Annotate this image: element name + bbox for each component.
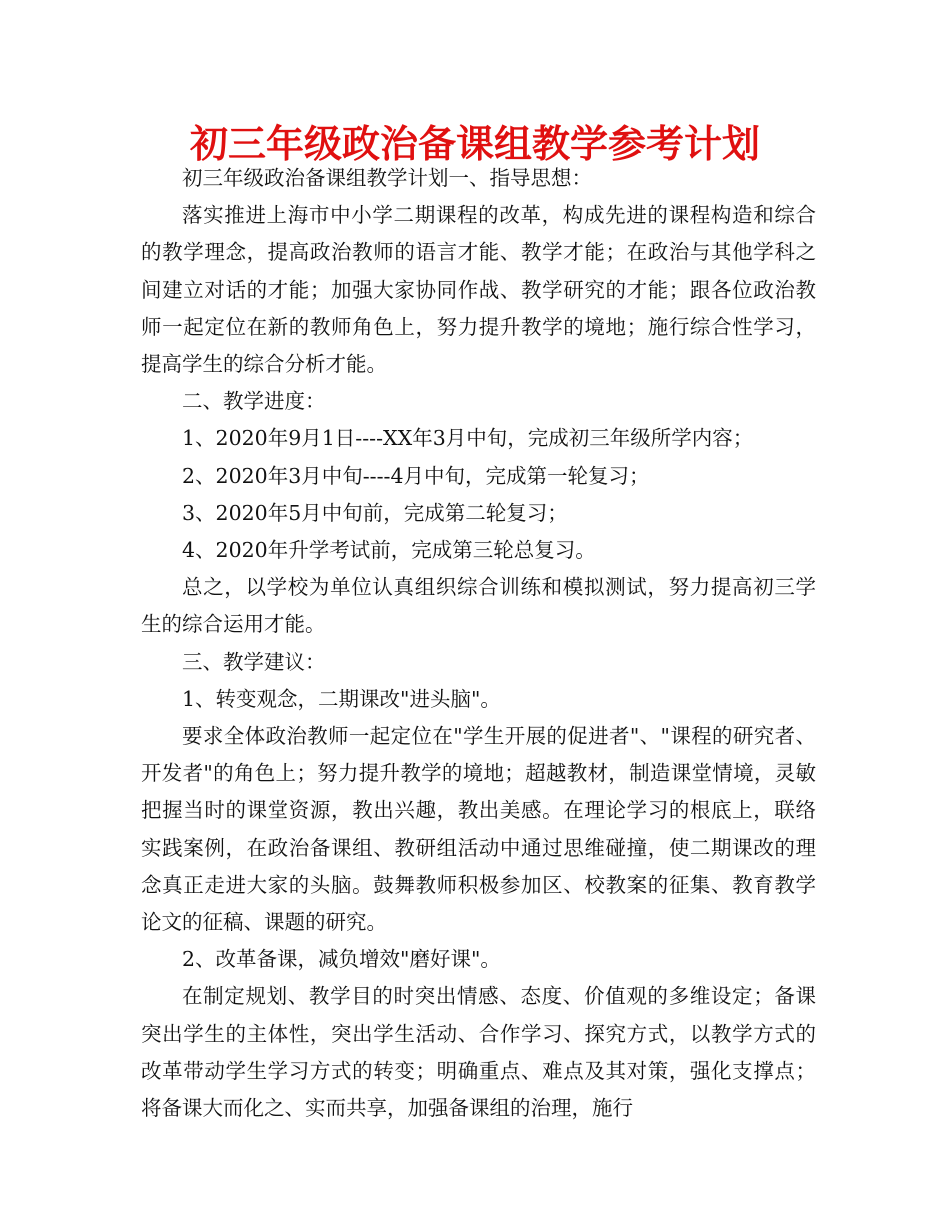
paragraph: 要求全体政治教师一起定位在"学生开展的促进者"、"课程的研究者、开发者"的角色上；努力提升教学的境地；超越教材，制造课堂情境，灵敏把握当时的课堂资源，教出兴趣，教出美感。在理论学习的根底上，联络实践案例，在政治备课组、教研组活动中通过思维碰撞，使二期课改的理念真正走进大家的头脑。鼓舞教师积极参加区、校教案的征集、教育教学论文的征稿、课题的研究。 — [141, 724, 816, 935]
paragraph: 总之，以学校为单位认真组织综合训练和模拟测试，努力提高初三学生的综合运用才能。 — [141, 575, 816, 637]
paragraph: 3、2020年5月中旬前，完成第二轮复习； — [182, 500, 568, 525]
paragraph: 二、教学进度： — [182, 389, 326, 414]
paragraph: 2、2020年3月中旬----4月中旬，完成第一轮复习； — [182, 463, 650, 488]
paragraph: 1、2020年9月1日----XX年3月中旬，完成初三年级所学内容； — [182, 426, 754, 451]
paragraph: 初三年级政治备课组教学计划一、指导思想： — [182, 166, 592, 190]
document-title: 初三年级政治备课组教学参考计划 — [189, 122, 760, 166]
paragraph: 在制定规划、教学目的时突出情感、态度、价值观的多维设定；备课突出学生的主体性，突出学生活动、合作学习、探究方式，以教学方式的改革带动学生学习方式的转变；明确重点、难点及其对策，强化支撑点；将备课大而化之、实而共享，加强备课组的治理，施行 — [141, 984, 816, 1121]
paragraph: 三、教学建议： — [182, 649, 326, 674]
paragraph: 2、改革备课，减负增效"磨好课"。 — [182, 947, 501, 972]
paragraph: 落实推进上海市中小学二期课程的改革，构成先进的课程构造和综合的教学理念，提高政治教师的语言才能、教学才能；在政治与其他学科之间建立对话的才能；加强大家协同作战、教学研究的才能；跟各位政治教师一起定位在新的教师角色上，努力提升教学的境地；施行综合性学习，提高学生的综合分析才能。 — [141, 203, 816, 377]
paragraph: 4、2020年升学考试前，完成第三轮总复习。 — [182, 538, 596, 563]
paragraph: 1、转变观念，二期课改"进头脑"。 — [182, 686, 501, 711]
document-body — [141, 160, 816, 1127]
